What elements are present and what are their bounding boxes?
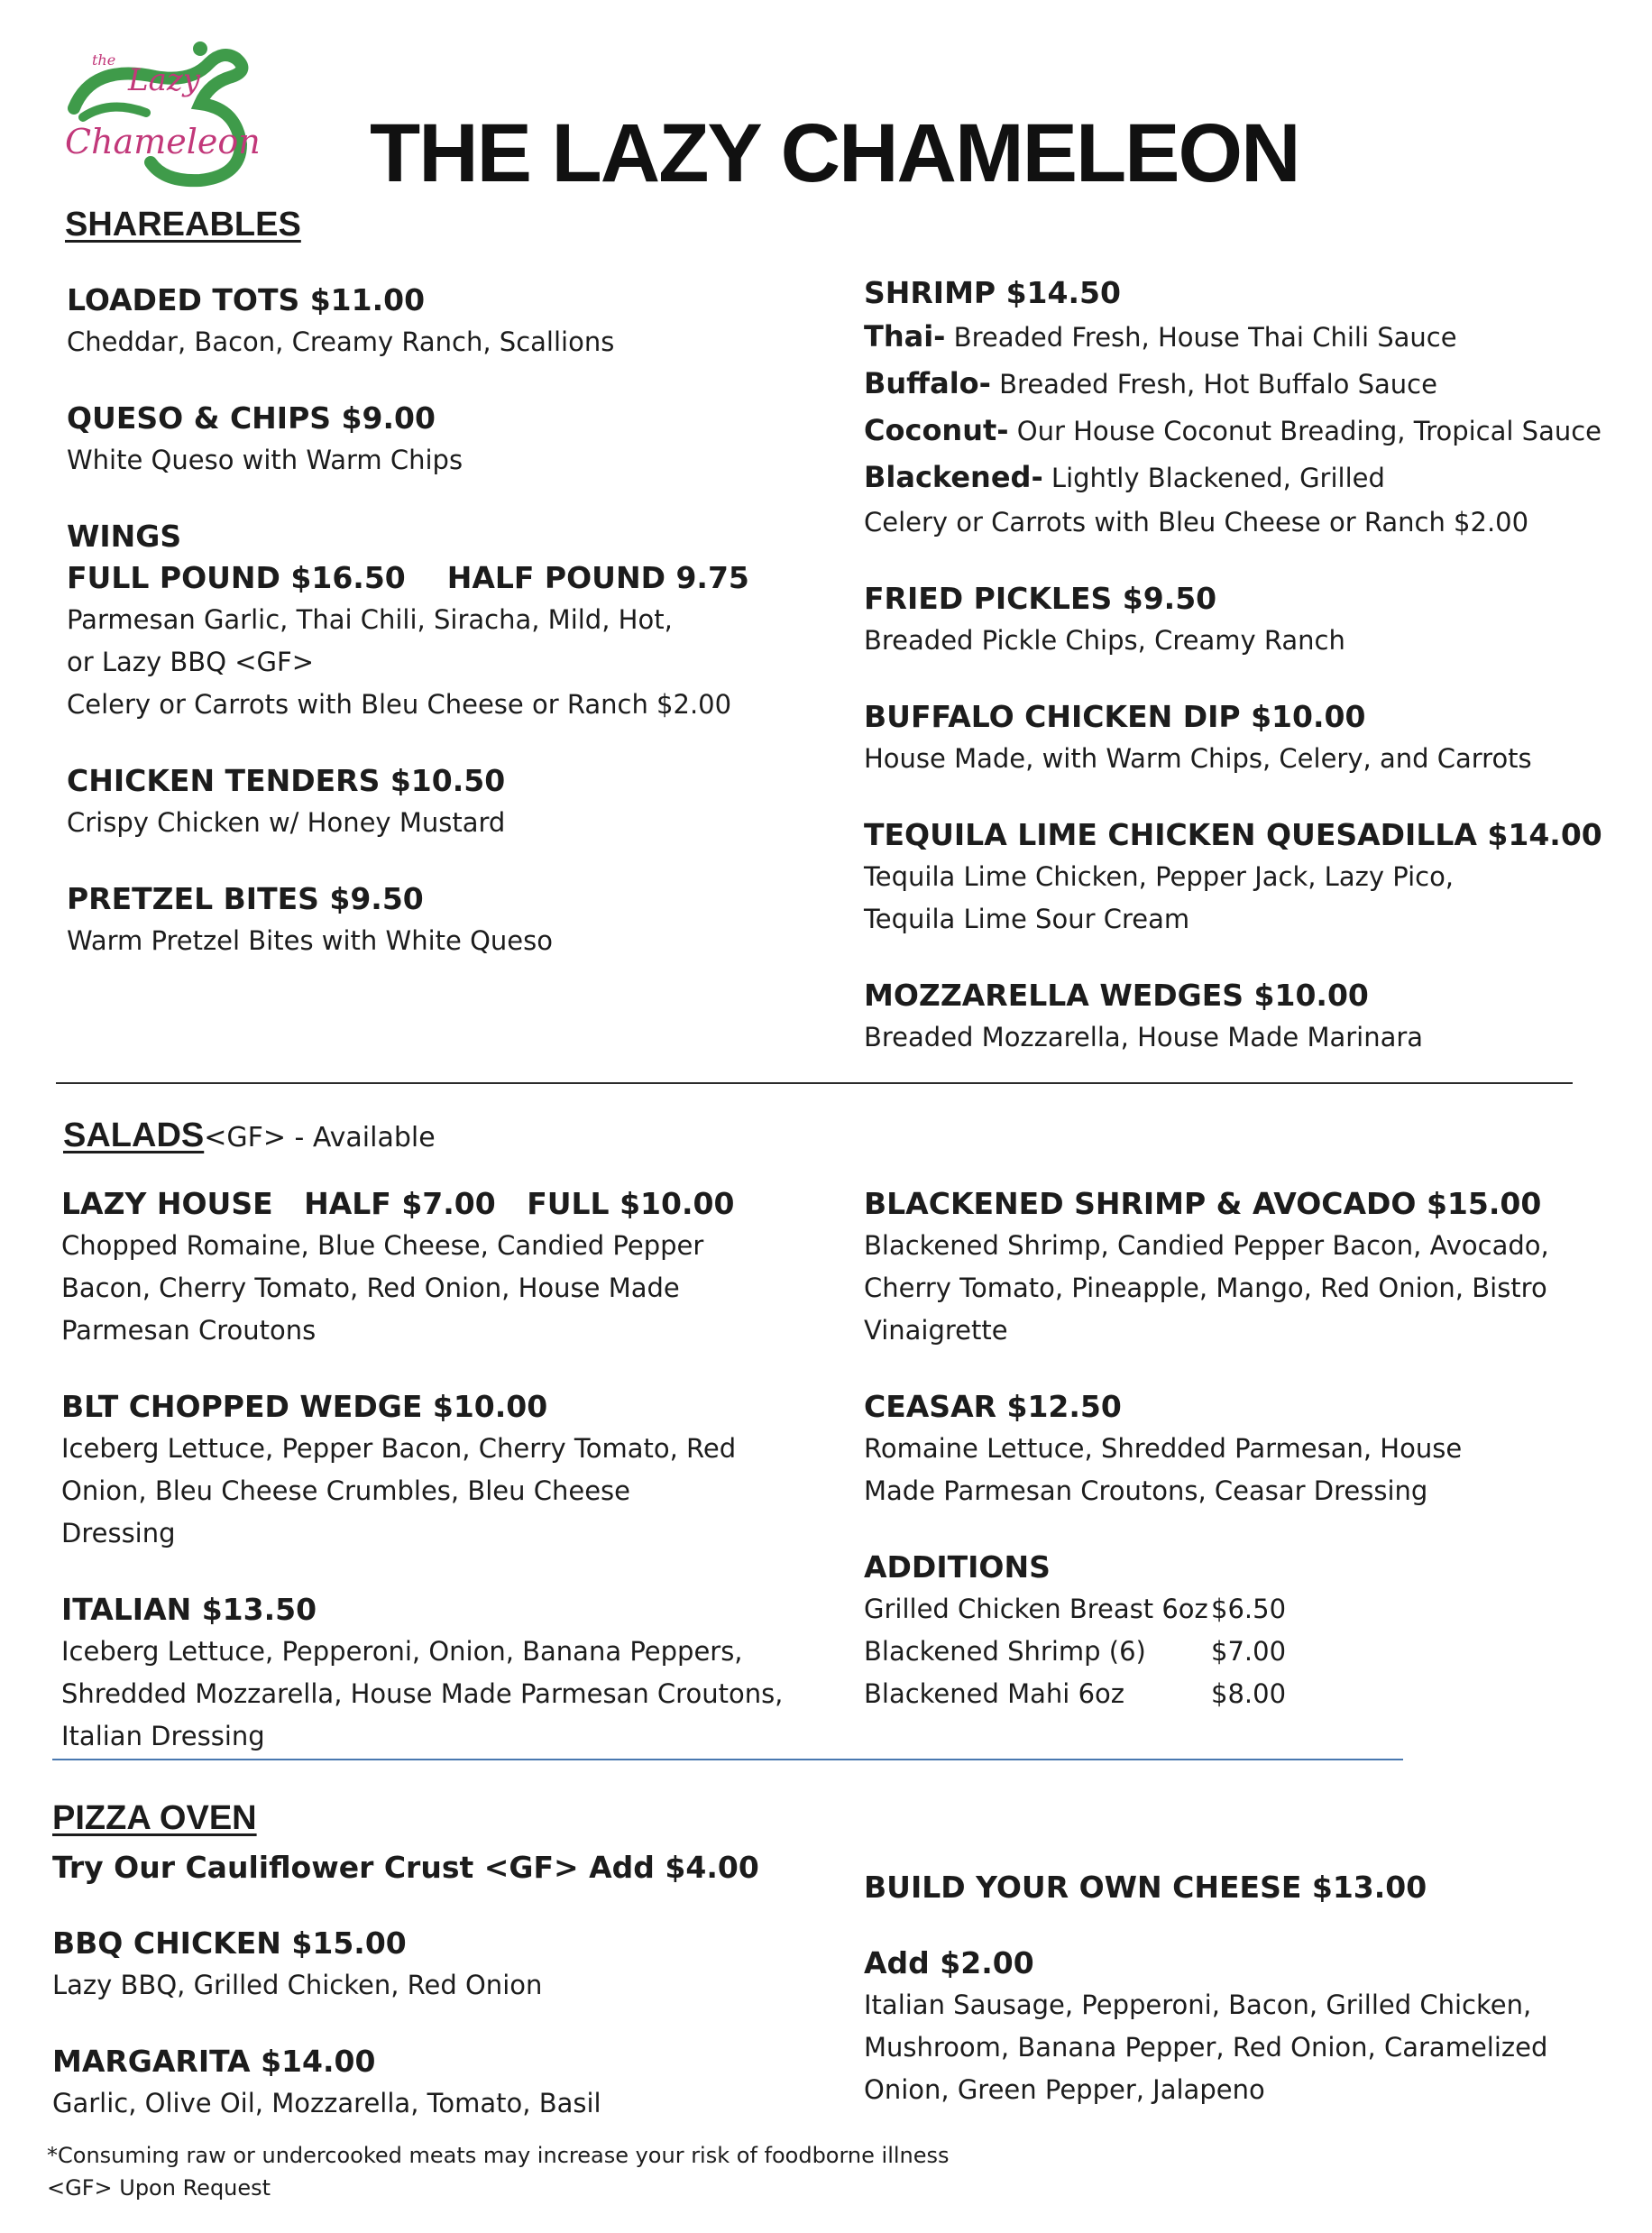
menu-item: FRIED PICKLES $9.50 Breaded Pickle Chips, Creamy Ranch — [864, 581, 1345, 656]
pizza-right-column — [864, 1867, 1603, 2146]
svg-text:Lazy: Lazy — [128, 62, 200, 98]
menu-item: BUFFALO CHICKEN DIP $10.00 House Made, with Warm Chips, Celery, and Carrots — [864, 699, 1532, 774]
crust-note: Try Our Cauliflower Crust <GF> Add $4.00 — [52, 1850, 759, 1885]
menu-item: PRETZEL BITES $9.50 Warm Pretzel Bites with White Queso — [67, 881, 553, 956]
shrimp-style: Buffalo- Breaded Fresh, Hot Buffalo Sauce — [864, 366, 1437, 400]
menu-item: LOADED TOTS $11.00 Cheddar, Bacon, Creamy Ranch, Scallions — [67, 282, 615, 357]
section-divider — [56, 1082, 1573, 1084]
menu-item-shrimp: SHRIMP $14.50 Thai- Breaded Fresh, House Thai Chili Sauce Buffalo- Breaded Fresh, Hot Buffalo Sauce Coconut- Our House Coconut Breading, Tropical Sauce Blackened- Lightly Blackened, Grilled Celery or Carrots with Bleu Cheese or Ranch $2.00 — [864, 275, 1602, 538]
shareables-right-column — [864, 272, 1603, 1093]
menu-item: Add $2.00 Italian Sausage, Pepperoni, Bacon, Grilled Chicken, Mushroom, Banana Pepper, Red Onion, Caramelized Onion, Green Pepper, Jalapeno — [864, 1945, 1548, 2105]
gf-upon-request: <GF> Upon Request — [47, 2175, 271, 2201]
menu-item: MOZZARELLA WEDGES $10.00 Breaded Mozzarella, House Made Marinara — [864, 978, 1424, 1052]
foodborne-warning: *Consuming raw or undercooked meats may increase your risk of foodborne illness — [47, 2143, 950, 2168]
salads-heading: SALADS<GF> - Available — [63, 1116, 436, 1154]
addition-row: Blackened Mahi 6oz $8.00 — [864, 1678, 1287, 1709]
restaurant-title: THE LAZY CHAMELEON — [370, 107, 1299, 199]
menu-item: MARGARITA $14.00 Garlic, Olive Oil, Mozzarella, Tomato, Basil — [52, 2044, 601, 2118]
menu-item: BLT CHOPPED WEDGE $10.00 Iceberg Lettuce, Pepper Bacon, Cherry Tomato, Red Onion, Bleu Cheese Crumbles, Bleu Cheese Dressing — [61, 1389, 737, 1548]
svg-text:Chameleon: Chameleon — [65, 122, 261, 161]
additions-block: ADDITIONS Grilled Chicken Breast 6oz $6.50 Blackened Shrimp (6) $7.00 Blackened Mahi 6oz $8.00 — [864, 1547, 1603, 1715]
svg-text:the: the — [92, 51, 116, 69]
pizza-heading: PIZZA OVEN — [52, 1799, 257, 1837]
salads-right-column — [864, 1183, 1603, 1750]
menu-item: CHICKEN TENDERS $10.50 Crispy Chicken w/ Honey Mustard — [67, 763, 506, 838]
shrimp-style: Coconut- Our House Coconut Breading, Tropical Sauce — [864, 413, 1602, 447]
menu-item-wings: WINGS FULL POUND $16.50 HALF POUND 9.75 Parmesan Garlic, Thai Chili, Siracha, Mild, Hot, or Lazy BBQ <GF> Celery or Carrots with Bleu Cheese or Ranch $2.00 — [67, 519, 749, 720]
menu-item: QUESO & CHIPS $9.00 White Queso with Warm Chips — [67, 400, 463, 475]
addition-row: Blackened Shrimp (6) $7.00 — [864, 1636, 1287, 1667]
menu-item: BLACKENED SHRIMP & AVOCADO $15.00 Blackened Shrimp, Candied Pepper Bacon, Avocado, Cherry Tomato, Pineapple, Mango, Red Onion, Bistro Vinaigrette — [864, 1186, 1549, 1346]
menu-item: TEQUILA LIME CHICKEN QUESADILLA $14.00 Tequila Lime Chicken, Pepper Jack, Lazy Pico, Tequila Lime Sour Cream — [864, 817, 1602, 934]
section-divider — [52, 1759, 1403, 1760]
salads-gf-note: <GF> - Available — [204, 1122, 436, 1153]
addition-row: Grilled Chicken Breast 6oz $6.50 — [864, 1594, 1287, 1624]
shrimp-style: Thai- Breaded Fresh, House Thai Chili Sauce — [864, 319, 1457, 354]
shareables-left-column — [67, 280, 806, 997]
shrimp-style: Blackened- Lightly Blackened, Grilled — [864, 460, 1385, 494]
menu-item: BUILD YOUR OWN CHEESE $13.00 — [864, 1870, 1427, 1905]
menu-item: BBQ CHICKEN $15.00 Lazy BBQ, Grilled Chicken, Red Onion — [52, 1925, 543, 2000]
pizza-left-column — [52, 1847, 792, 2159]
menu-item: ITALIAN $13.50 Iceberg Lettuce, Pepperoni, Onion, Banana Peppers, Shredded Mozzarella, House Made Parmesan Croutons, Italian Dressing — [61, 1592, 784, 1751]
lazy-chameleon-logo — [56, 27, 263, 189]
menu-item: CEASAR $12.50 Romaine Lettuce, Shredded Parmesan, House Made Parmesan Croutons, Ceasar Dressing — [864, 1389, 1463, 1506]
salads-left-column — [61, 1183, 783, 1792]
menu-item: LAZY HOUSE HALF $7.00 FULL $10.00 Chopped Romaine, Blue Cheese, Candied Pepper Bacon, Cherry Tomato, Red Onion, House Made Parmesan Croutons — [61, 1186, 735, 1346]
shareables-heading: SHAREABLES — [65, 206, 301, 244]
